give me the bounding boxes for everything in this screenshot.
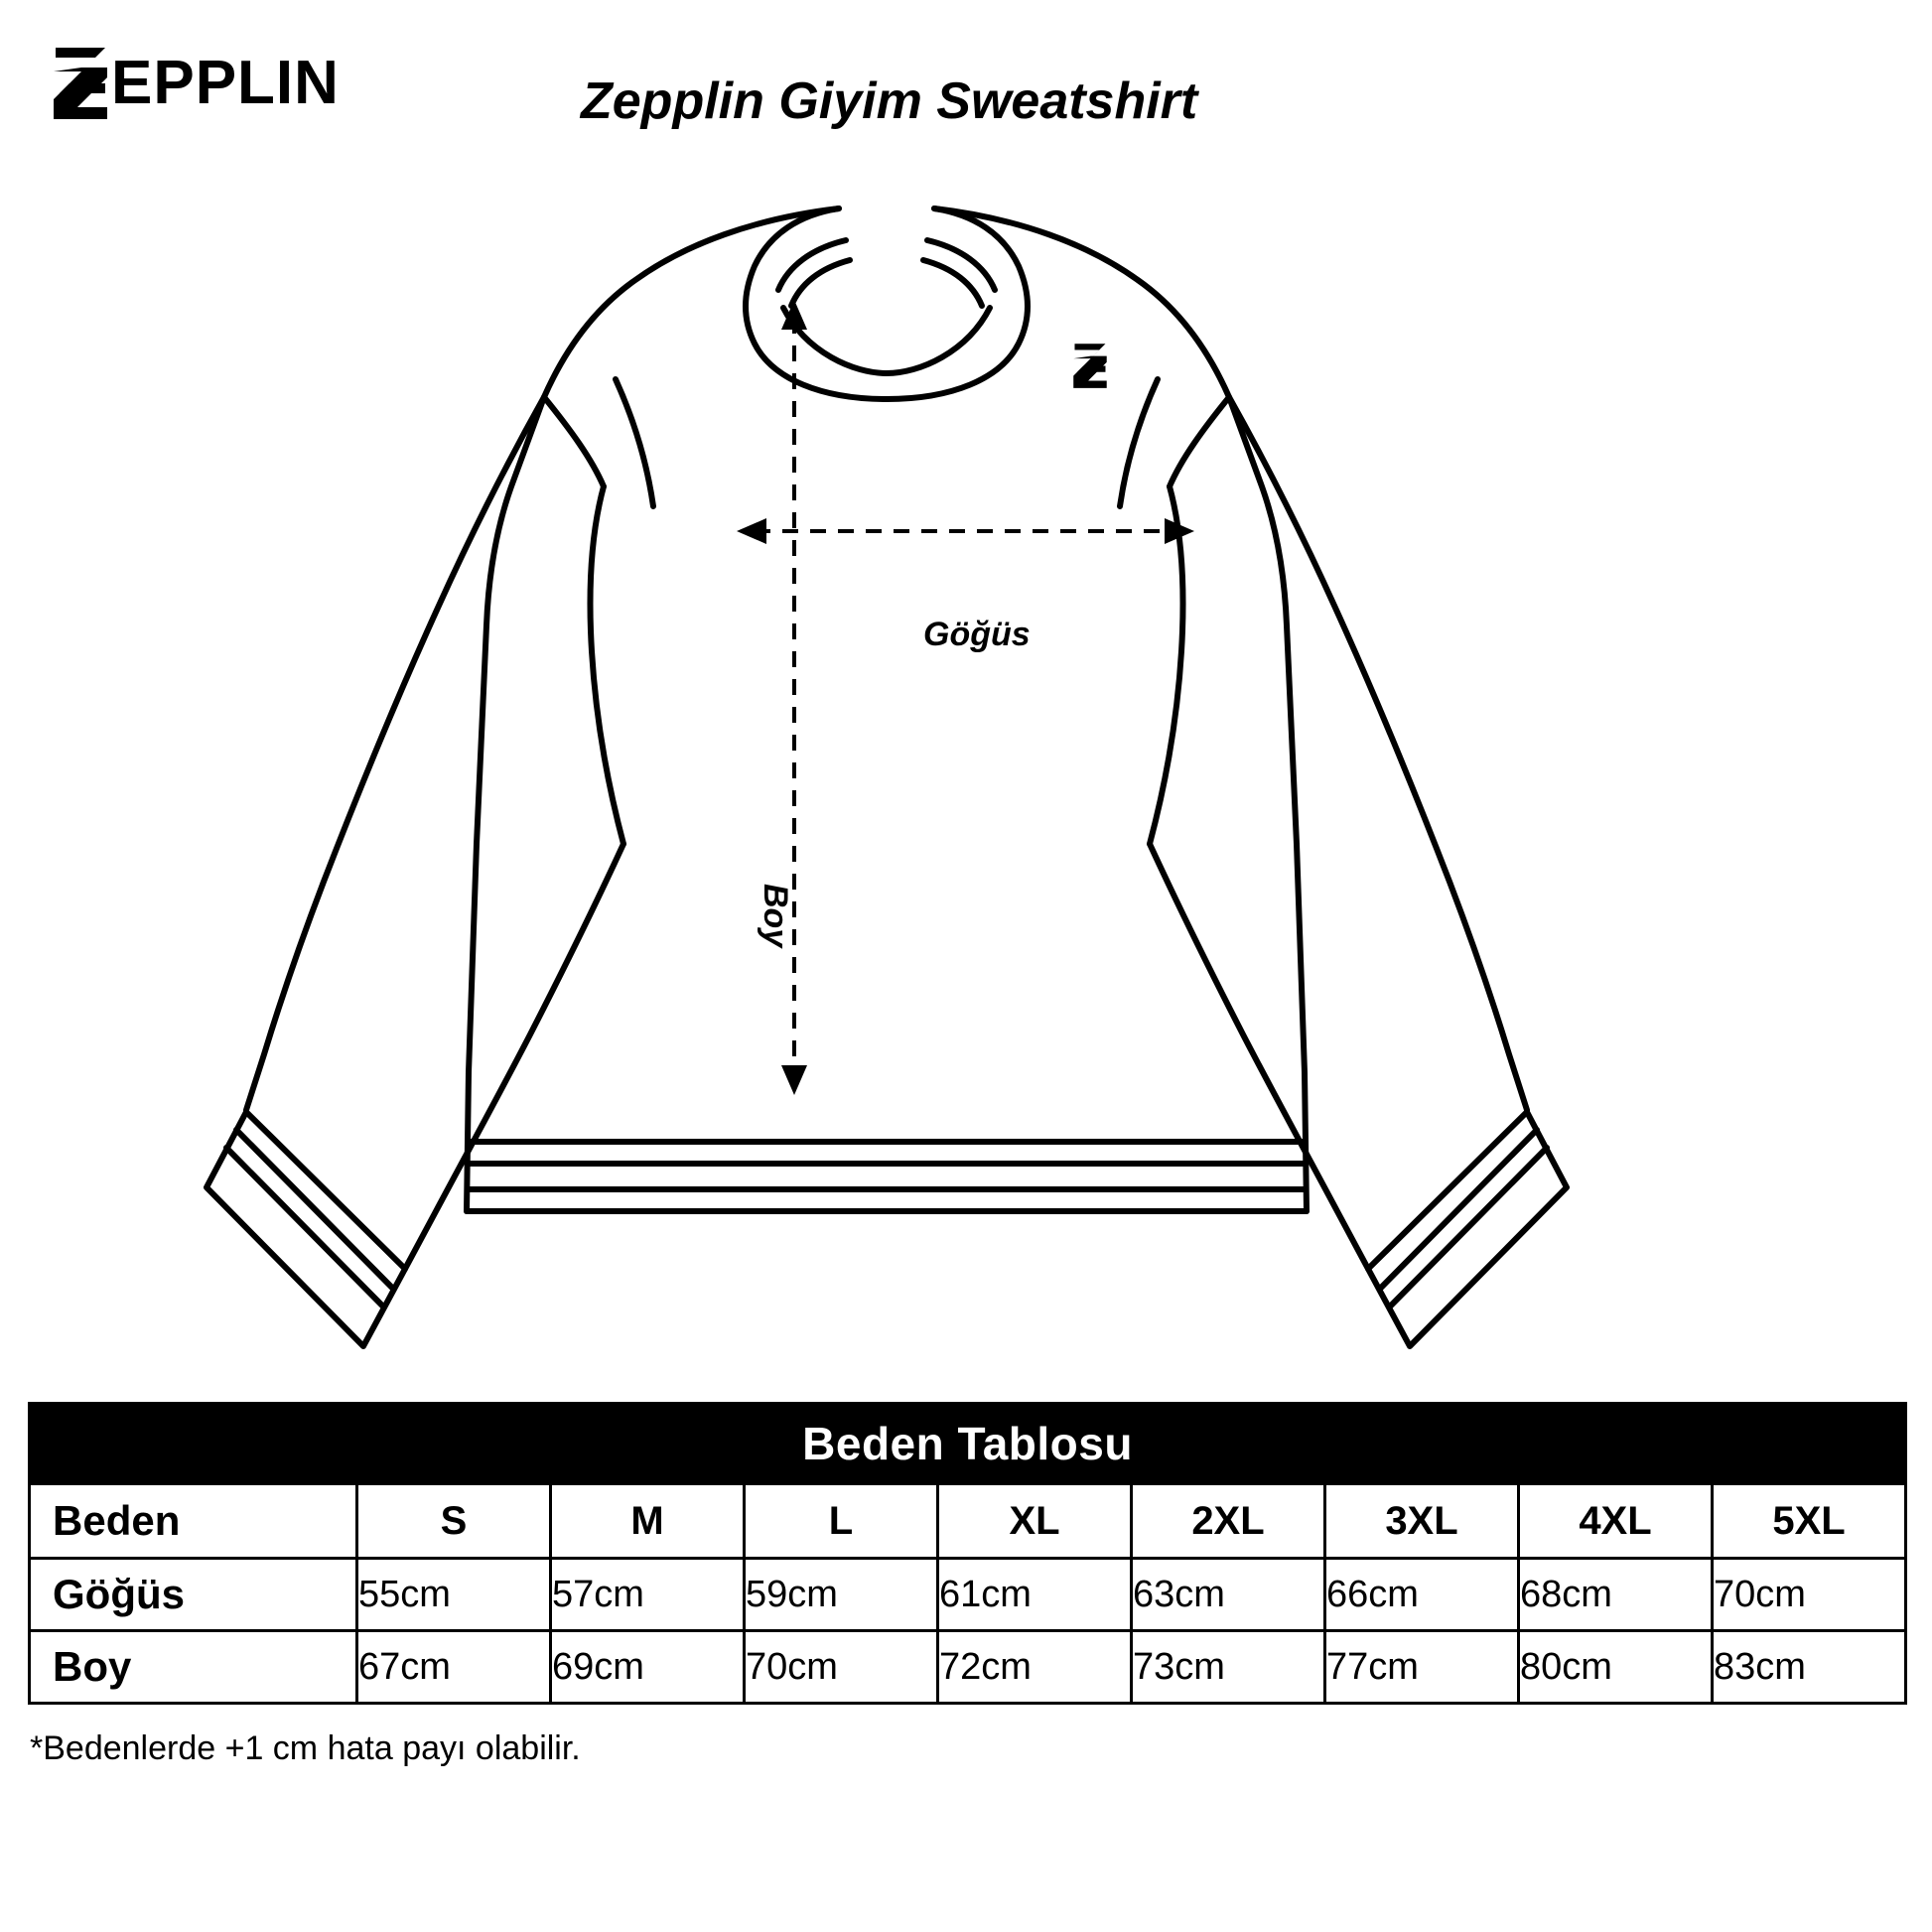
cell-boy-s: 67cm <box>357 1631 551 1704</box>
brand-name: EPPLIN <box>111 49 340 117</box>
header-cell-beden: Beden <box>30 1484 357 1559</box>
table-footnote: *Bedenlerde +1 cm hata payı olabilir. <box>30 1729 581 1767</box>
cell-gogus-s: 55cm <box>357 1559 551 1631</box>
size-table-area <box>28 1402 1904 1705</box>
table-row <box>30 1559 1906 1631</box>
page-title <box>581 71 1197 131</box>
cell-boy-xl: 72cm <box>938 1631 1132 1704</box>
vertical-double-arrow <box>781 300 807 1095</box>
z-logo-icon <box>1073 344 1106 388</box>
cell-boy-m: 69cm <box>551 1631 745 1704</box>
cell-gogus-l: 59cm <box>745 1559 938 1631</box>
header-cell-4xl: 4XL <box>1519 1484 1713 1559</box>
length-measure-label: Boy <box>757 884 794 948</box>
cell-boy-5xl: 83cm <box>1713 1631 1906 1704</box>
cell-gogus-5xl: 70cm <box>1713 1559 1906 1631</box>
table-row <box>30 1631 1906 1704</box>
garment-illustration <box>0 149 1932 1370</box>
row-label-boy: Boy <box>30 1631 357 1704</box>
cell-gogus-xl: 61cm <box>938 1559 1132 1631</box>
sweatshirt-technical-drawing <box>0 149 1932 1370</box>
cell-boy-2xl: 73cm <box>1132 1631 1325 1704</box>
cell-gogus-4xl: 68cm <box>1519 1559 1713 1631</box>
brand-logo <box>52 46 340 121</box>
table-header-row <box>30 1484 1906 1559</box>
page-title-bold: Sweatshirt <box>936 72 1198 130</box>
cell-boy-l: 70cm <box>745 1631 938 1704</box>
header-cell-l: L <box>745 1484 938 1559</box>
cell-gogus-3xl: 66cm <box>1325 1559 1519 1631</box>
horizontal-double-arrow <box>737 518 1194 544</box>
page-title-light: Zepplin Giyim <box>581 72 937 130</box>
z-logo-icon <box>52 46 109 121</box>
table-title: Beden Tablosu <box>30 1404 1906 1484</box>
table-title-row <box>30 1404 1906 1484</box>
header-cell-m: M <box>551 1484 745 1559</box>
size-table <box>28 1402 1907 1705</box>
header-cell-5xl: 5XL <box>1713 1484 1906 1559</box>
chest-measure-label: Göğüs <box>923 616 1031 653</box>
cell-gogus-m: 57cm <box>551 1559 745 1631</box>
cell-boy-3xl: 77cm <box>1325 1631 1519 1704</box>
cell-boy-4xl: 80cm <box>1519 1631 1713 1704</box>
header-cell-s: S <box>357 1484 551 1559</box>
header-cell-xl: XL <box>938 1484 1132 1559</box>
header-cell-2xl: 2XL <box>1132 1484 1325 1559</box>
row-label-gogus: Göğüs <box>30 1559 357 1631</box>
cell-gogus-2xl: 63cm <box>1132 1559 1325 1631</box>
header-cell-3xl: 3XL <box>1325 1484 1519 1559</box>
